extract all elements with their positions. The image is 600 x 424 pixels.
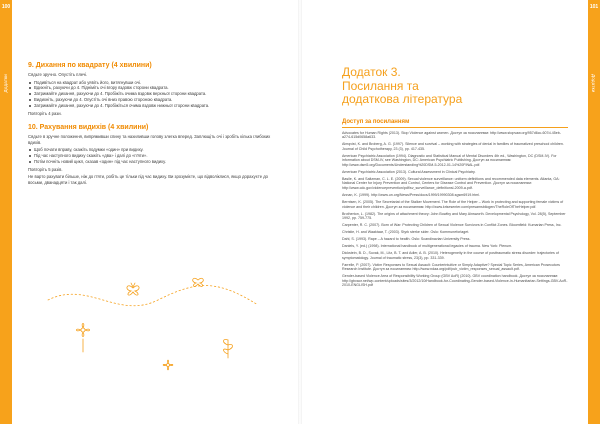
right-page-number: 101 [589,4,599,10]
leaf-doodle-icon [224,340,233,358]
left-page-content [28,62,278,188]
right-page-content [342,66,568,290]
access-heading: Доступ за посиланням [342,118,410,125]
butterfly-doodle-icon [193,278,204,286]
dotted-path-icon [48,286,258,306]
left-side-label: Додатки [3,74,8,93]
reference-item: Berntsen, K. (2005). The Secretariat of the Stalker Movement. The Role of the Helper – Work in protecting and supporting female victims of violence and their children. Доступ за посиланням: http://www.krisesenter.com/presamsbilogen/TheRoleOfTheHelper.pdf. [342,199,564,209]
reference-item: Dahl, S. (1993). Rape – A hazard to health. Oslo: Scandinavian University Press. [342,237,471,242]
list-item: Під час наступного видиху скажіть «два» і далі до «п'яти». [28,153,278,159]
heading-rule [342,127,568,128]
appendix-title-line: Додаток 3. [342,65,401,79]
section10-intro: Сядьте в зручне положення, випрямивши спину та нахиливши голову злегка вперед. Заплющіть очі і зробіть кілька глибоких вдихів. [28,134,271,145]
appendix-title-line: Посилання та [342,78,419,93]
reference-item: American Psychiatric Association (1994). Diagnostic and Statistical Manual of Mental Disorders 4th ed., Washington, DC (DSM-IV). For information about DSM-IV, see Washington, DC: American Psychiatric Publishing. Доступ за посиланням: http://www.dsm5.org/Documents/Understanding%20DSM-5-2012-01-14%20FINAL.pdf. [342,153,557,167]
reference-item: Brotherton, L. (1982). The origins of attachment theory: John Bowlby and Mary Ainsworth. Developmental Psychology, Vol. 28(5), September 1992, pp. 759-775. [342,211,566,221]
section10-repeat: Повторіть 5 разів. [28,166,63,172]
list-item: Потім почніть новий цикл, сказав «один» під час наступного видиху. [28,159,278,165]
appendix-title-line: додаткова література [342,92,463,106]
reference-item: Carpenter, R. C. (2007). Born of War: Protecting Children of Sexual Violence Survivors in Conflict Zones. Bloomfield: Kumarian Press, Inc. [342,223,562,228]
reference-item: Almqvist, K. and Broberg, A. G. (1997). Silence and survival – working with strategies of denial in families of traumatized preschool children. Journal of Child Psychotherapy, 23 (3), pp. 417-435. [342,142,564,151]
section10-steps [28,147,278,164]
list-item: Подивіться на квадрат або уявіть його, витягнувши очі. [28,80,278,86]
section10-outro: Не варто рахувати більше, ніж до п'яти, робіть це тільки під час видиху. Ви зрозумієте, що відволіклися, якщо дорахуєте до восьми, дванадцяти і так далі. [28,174,268,185]
reference-item: Farrelle, P. (2007). Victim Responses to Sexual Assault: Counterintuitive or Simply Adaptive? Special Topic Series, American Prosecutors Research Institute. Доступ за посиланням: http://www.ndaa.org/pdf/pub_victim_responses_sexual_assault.pdf. [342,262,560,272]
section9-title: 9. Дихання по квадрату (4 хвилини) [28,62,152,69]
reference-item: Dickstein, B. D., Suvak, M., Litz, B. T. and Adler, A. B. (2010). Heterogeneity in the course of posttraumatic stress disorder: trajectories of symptomatology. Journal of traumatic stress, 23(3), pp. 331-339. [342,251,559,260]
reference-item: Advocates for Human Rights (2013). Stop Violence against women. Доступ за посиланням: http://www.stopvaw.org/957d6cc-607d-45eb-a274-615d0658a633. [342,130,561,140]
reference-item: Annan, K. (1999). http://www.un.org/News/Press/docs/1999/19990308.sgsm6919.html. [342,192,481,197]
list-item: Щоб почати вправу, скажіть подумки «один» при видиху. [28,147,278,153]
right-side-band [588,0,600,424]
flower-doodle-icon [163,360,173,370]
list-item: Затримайте дихання, рахуючи до 4. Пробіжіться очима вздовж нижньої сторони квадрата. [28,103,278,109]
reference-item: Basile, K. and Saltzman, C. L. E. (2009). Sexual violence surveillance: uniform definitions and recommended data elements. Atlanta, GA: National Center for Injury Prevention and Control, Centers for Disease Control and Prevention. Доступ за посиланням: http://www.cdc.gov/violenceprevention/pdf/sv_surveillance_definitionsl-2009-a.pdf. [342,176,560,190]
right-side-label: Додатки [591,74,596,93]
section9-steps [28,80,278,109]
left-side-band [0,0,12,424]
reference-list [342,131,568,289]
section9-outro: Повторіть 4 рази. [28,110,62,116]
list-item: Затримайте дихання, рахуючи до 4. Пробіжіть очима вздовж верхньої сторони квадрата. [28,91,278,97]
flower-doodle-icon [77,324,90,353]
section9-intro: Сядьте зручно. Опустіть плечі. [28,72,88,77]
doodle-illustrations [28,260,278,410]
list-item: Вдихніть, рахуючи до 4. Підніміть очі вгору вздовж сторони квадрата. [28,85,278,91]
reference-item: Christie, H. and Waaktaar, T. (2003). Styrk sterke sider. Oslo: Kommuneforlaget. [342,230,470,235]
reference-item: Daniels, Y. (ed.) (1998). International handbook of multigenerational legacies of trauma. New York: Plenum. [342,244,513,249]
section10-title: 10. Рахування видихів (4 хвилини) [28,124,149,132]
left-page-number: 100 [1,4,11,10]
book-gutter [298,0,302,424]
butterfly-doodle-icon [127,283,139,295]
reference-item: American Psychiatric Association (2013). Cultural Assessment in Clinical Psychiatry. [342,169,476,174]
list-item: Видихніть, рахуючи до 4. Опустіть очі вниз правою стороною квадрата. [28,97,278,103]
reference-item: Gender-based Violence Area of Responsibility Working Group (GBV AoR) (2010). GBV coordination handbook. Доступ за посиланням: http://gbvaor.net/wp-content/uploads/sites/3/2012/10/Handbook-for-Coordinating-Gender-based-Violence-in-Humanitarian-Settings-GBV-AoR-2010-ENGLISH.pdf [342,274,568,288]
appendix-title [342,66,568,107]
